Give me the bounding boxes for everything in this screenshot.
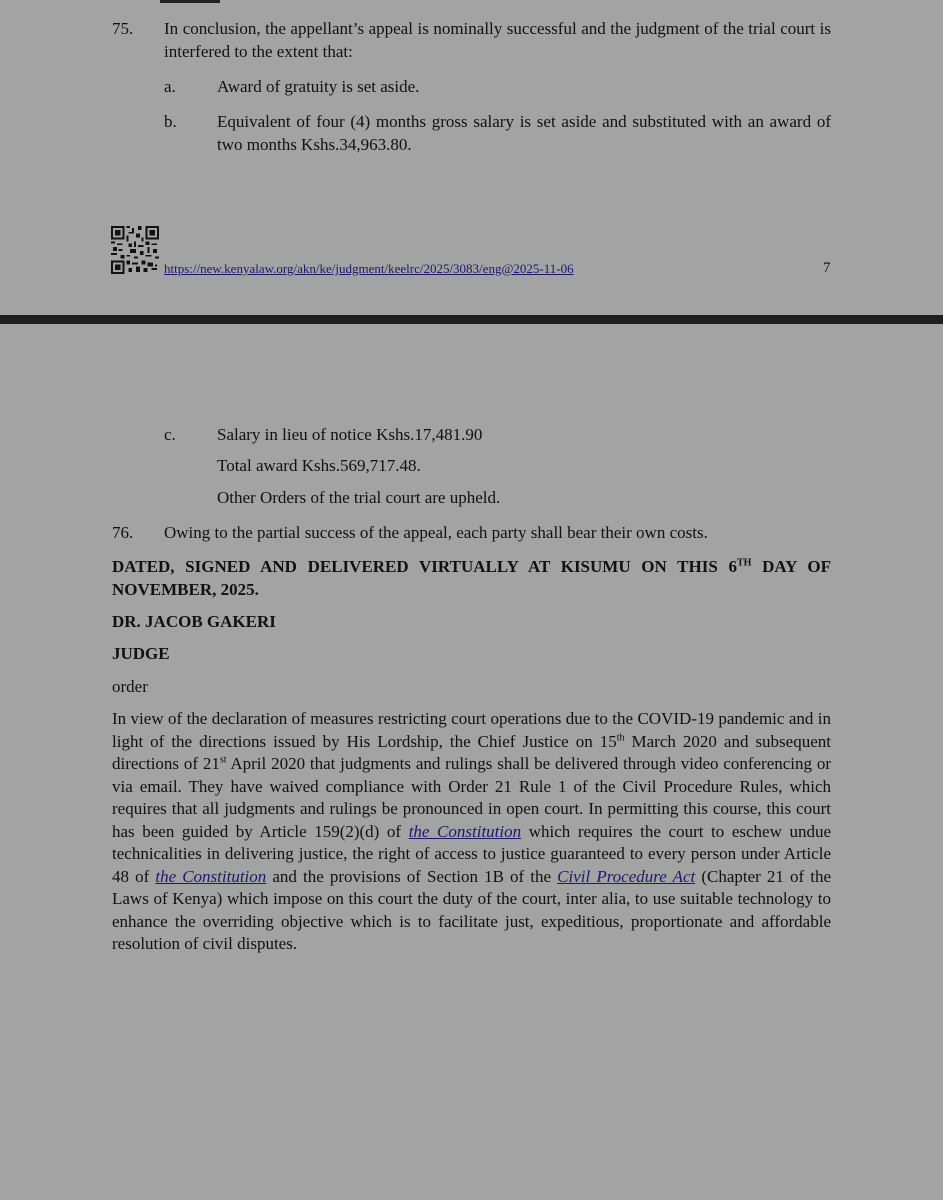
list-item [164,76,831,99]
truncated-text-fragment [160,0,230,3]
paragraph-number: 76. [112,523,134,542]
judge-title: JUDGE [112,644,170,663]
paragraph-text: In conclusion, the appellant’s appeal is nominally successful and the judgment of the trial court is interfered to the extent that: [164,19,831,61]
judge-name: DR. JACOB GAKERI [112,612,276,631]
list-item [164,424,831,447]
footer-source-link[interactable]: https://new.kenyalaw.org/akn/ke/judgment/keelrc/2025/3083/eng@2025-11-06 [164,261,574,276]
list-item-letter: a. [164,77,176,96]
order-label: order [112,677,148,696]
list-item [164,111,831,156]
list-item-letter: c. [164,425,176,444]
order-paragraph: In view of the declaration of measures restricting court operations due to the COVID-19 pandemic and in light of the directions issued by His Lordship, the Chief Justice on 15th March 2020 and subsequent directions of 21st April 2020 that judgments and rulings shall be delivered through video conferencing or via email. They have waived compliance with Order 21 Rule 1 of the Civil Procedure Rules, which requires that all judgments and rulings be pronounced in open court. In permitting this course, this court has been guided by Article 159(2)(d) of the Constitution which requires the court to eschew undue technicalities in delivering justice, the right of access to justice guaranteed to every person under Article 48 of the Constitution and the provisions of Section 1B of the Civil Procedure Act (Chapter 21 of the Laws of Kenya) which impose on this court the duty of the court, inter alia, to use suitable technology to enhance the overriding objective which is to facilitate just, expeditious, proportionate and affordable resolution of civil disputes. [112,709,832,953]
page-divider [0,315,943,324]
document-page-7 [0,0,943,315]
list-item-text: Salary in lieu of notice Kshs.17,481.90 [217,425,483,444]
list-item-letter: b. [164,112,177,131]
other-orders-line: Other Orders of the trial court are upheld. [217,488,501,507]
paragraph-75 [112,18,831,63]
total-award-line: Total award Kshs.569,717.48. [217,456,421,475]
list-item-text: Equivalent of four (4) months gross salary is set aside and substituted with an award of two months Kshs.34,963.80. [217,112,831,154]
paragraph-76 [112,522,831,545]
list-item-text: Award of gratuity is set aside. [217,77,420,96]
constitution-link[interactable]: the Constitution [408,821,522,841]
paragraph-number: 75. [112,19,134,38]
constitution-link[interactable]: the Constitution [155,866,267,886]
paragraph-text: Owing to the partial success of the appeal, each party shall bear their own costs. [164,523,708,542]
page-number: 7 [823,260,831,276]
qr-code-icon [111,226,159,274]
civil-procedure-act-link[interactable]: Civil Procedure Act [557,866,696,886]
dated-signed-statement: DATED, SIGNED AND DELIVERED VIRTUALLY AT KISUMU ON THIS 6TH DAY OF NOVEMBER, 2025. [112,557,831,599]
document-page-8 [0,324,943,1200]
